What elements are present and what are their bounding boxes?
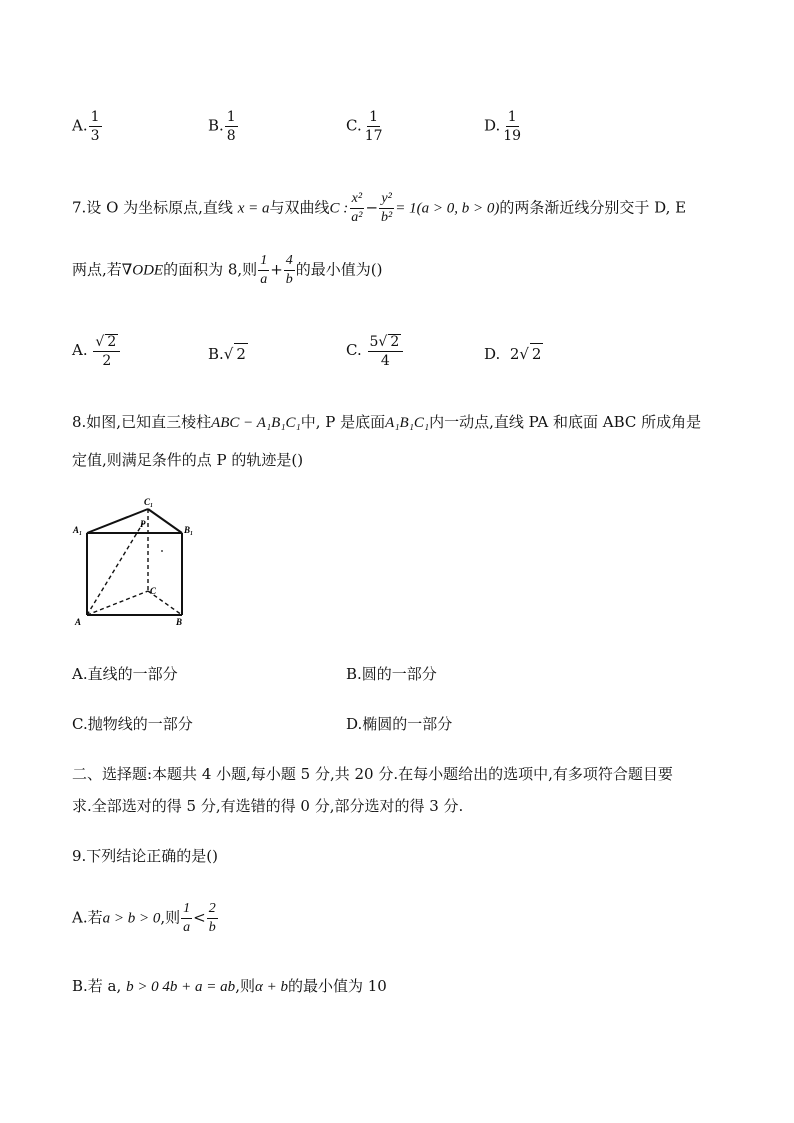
q7-option-c: C. $\frac{5√ 2}{4}$ [346, 334, 404, 368]
frac-den: 8 [226, 128, 236, 144]
q8-prism: ABC − A₁B₁C₁ [211, 415, 301, 431]
label-c1: C₁ [144, 497, 154, 507]
frac-den: 4 [380, 353, 390, 369]
q8-line1-a: 8.如图,已知直三棱柱 [72, 413, 212, 431]
plus-sign: + [270, 260, 283, 279]
frac-den: a² [351, 210, 363, 225]
q7-tail: 的两条渐近线分别交于 D, E [499, 198, 687, 217]
lt-sign: < [193, 908, 206, 927]
q9-b-cond: b > 0 4b + a = ab [126, 979, 236, 995]
option-label: C. [346, 116, 362, 135]
section2-line2: 求.全部选对的得 5 分,有选错的得 0 分,部分选对的得 3 分. [72, 797, 464, 815]
coef: 5 [369, 334, 379, 350]
q9-b-mid: ,则 [235, 977, 255, 995]
q7-line2-a: 两点,若 [72, 260, 122, 279]
q8-line1-c: 内一动点,直线 PA 和底面 ABC 所成角是 [429, 413, 702, 431]
frac-num: 1 [226, 109, 236, 125]
frac-den: 19 [503, 128, 522, 144]
frac-den: 3 [90, 128, 100, 144]
q9-a-cond: a > b > 0 [102, 910, 161, 927]
frac-num: x² [350, 192, 364, 209]
segment-pa [87, 523, 143, 615]
q9-b-expr: α + b [254, 979, 288, 995]
q9-option-b [72, 976, 387, 997]
label-c: C [150, 586, 157, 596]
q7-triangle: ∇ODE [121, 262, 164, 279]
frac-den: a [260, 272, 268, 287]
q7-line2-b: 的面积为 8,则 [163, 260, 258, 279]
frac-num: 4 [284, 254, 295, 271]
frac-den: a [183, 920, 191, 935]
q7-stem-line1: 7.设 O 为坐标原点,直线 x = a与双曲线C : $\frac{\text{x²}}{\text{a²}}$ − $\frac{\text{y²}}{\text{b²}}$ = 1(a > 0, b > 0)的两条渐近线分别交于 D, E [72, 191, 687, 225]
q8-option-b: B.圆的一部分 [346, 665, 437, 683]
q6-option-b [208, 110, 239, 143]
label-a1: A₁ [73, 525, 83, 535]
option-label: C. [346, 341, 362, 359]
option-label: D. [484, 116, 501, 135]
q9-b-tail: 的最小值为 10 [287, 977, 387, 995]
q7-option-b: B.√ 2 [208, 345, 246, 363]
frac-num: 1 [181, 902, 192, 919]
q9-b-pre: B.若 a, [72, 977, 122, 995]
q8-stem-line1 [72, 412, 701, 433]
section2-line1: 二、选择题:本题共 4 小题,每小题 5 分,共 20 分.在每小题给出的选项中,有多项符合题目要 [72, 765, 673, 783]
q9-a-mid: ,则 [160, 908, 181, 927]
q7-option-d: D. 2√ 2 [484, 345, 542, 363]
option-label: A. [72, 341, 88, 359]
label-b: B [176, 617, 183, 627]
q8-option-a: A.直线的一部分 [72, 665, 178, 683]
q6-option-d [484, 110, 524, 143]
q6-option-a [72, 110, 103, 143]
coef: 2 [509, 345, 520, 363]
q9-a-pre: A.若 [72, 908, 103, 927]
q7-curve-name: C : [329, 200, 349, 217]
edge-c1b1 [148, 509, 182, 533]
q7-stem-line2 [72, 254, 382, 287]
q9-option-a [72, 902, 219, 935]
q8-base: A₁B₁C₁ [385, 415, 430, 431]
label-p: P [140, 519, 146, 529]
q8-option-c: C.抛物线的一部分 [72, 715, 193, 733]
sqrt-radicand: 2 [107, 334, 117, 350]
q7-eq-rest: = 1(a > 0, b > 0) [395, 200, 500, 217]
dot [161, 550, 163, 552]
frac-num: y² [379, 192, 393, 209]
frac-den: b² [381, 210, 393, 225]
q7-line-eq: x = a [237, 200, 270, 217]
q9-stem: 9.下列结论正确的是() [72, 847, 219, 865]
option-label: D. [484, 345, 501, 363]
frac-den: b [285, 272, 293, 287]
prism-figure [70, 495, 194, 630]
option-label: B. [208, 345, 224, 363]
label-a: A [75, 617, 82, 627]
frac-num: 1 [369, 109, 379, 125]
q7-intro: 7.设 O 为坐标原点,直线 [72, 198, 233, 217]
option-label: B. [208, 116, 224, 135]
edge-ac [87, 591, 148, 615]
q8-stem-line2: 定值,则满足条件的点 P 的轨迹是() [72, 451, 304, 469]
sqrt-radicand: 2 [390, 334, 400, 350]
q8-line1-b: 中, P 是底面 [300, 413, 386, 431]
frac-num: 1 [507, 109, 517, 125]
sqrt-radicand: 2 [236, 345, 246, 363]
frac-den: b [208, 920, 216, 935]
frac-num: 1 [258, 254, 269, 271]
sqrt-radicand: 2 [531, 345, 542, 363]
q7-mid: 与双曲线 [269, 198, 330, 217]
q7-line2-c: 的最小值为() [295, 260, 383, 279]
label-b1: B₁ [184, 525, 194, 535]
frac-den: 17 [364, 128, 383, 144]
frac-num: 1 [90, 109, 100, 125]
q7-option-a: A. $\frac{√ 2}{2}$ [72, 334, 121, 368]
option-label: A. [72, 116, 88, 135]
q6-option-c [346, 110, 386, 143]
frac-num: 2 [207, 902, 218, 919]
frac-den: 2 [102, 353, 112, 369]
q8-option-d: D.椭圆的一部分 [346, 715, 453, 733]
